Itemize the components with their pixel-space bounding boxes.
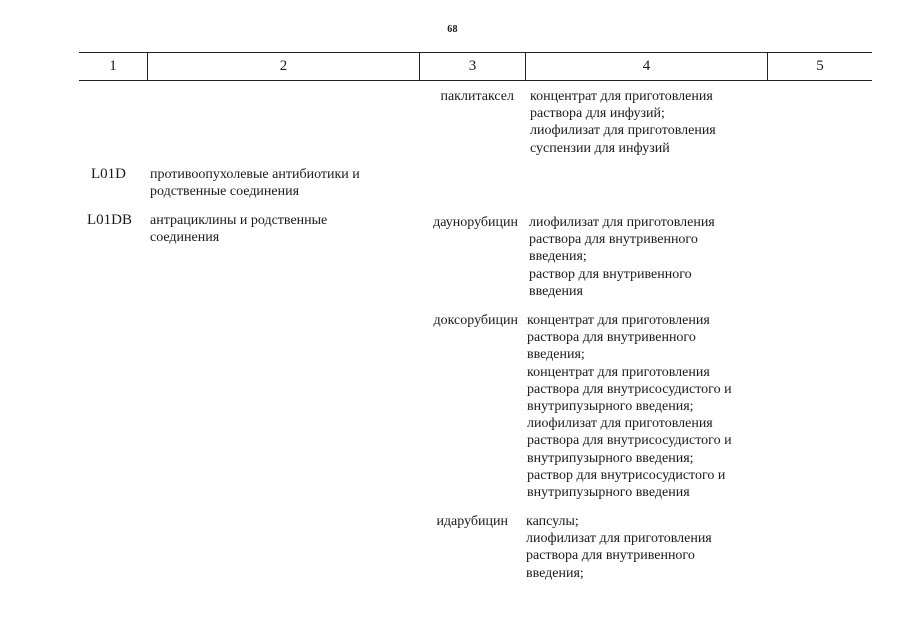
drug-name: доксорубицин <box>433 313 518 328</box>
drug-name: даунорубицин <box>433 215 518 230</box>
dosage-form-line: концентрат для приготовления <box>530 89 713 104</box>
dosage-form-line: внутрипузырного введения; <box>527 399 694 415</box>
atc-code: L01D <box>91 166 126 182</box>
dosage-form-line: раствора для внутривенного <box>526 548 695 564</box>
dosage-form-line: введения; <box>526 565 584 581</box>
dosage-forms <box>527 312 732 501</box>
column-header-2: 2 <box>148 53 420 80</box>
table-header-row <box>79 52 872 81</box>
atc-group-name <box>150 212 327 246</box>
dosage-form-line: введения <box>529 283 583 299</box>
column-header-5: 5 <box>816 58 824 74</box>
dosage-form-line: введения; <box>527 347 585 363</box>
dosage-form-line: лиофилизат для приготовления <box>530 123 716 139</box>
atc-group-line: противоопухолевые антибиотики и <box>150 167 360 182</box>
atc-group-line: антрациклины и родственные <box>150 213 328 228</box>
atc-group-line: соединения <box>150 230 220 246</box>
drug-name: идарубицин <box>436 514 508 529</box>
dosage-form-line: лиофилизат для приготовления <box>527 416 713 432</box>
dosage-form-line: капсулы; <box>526 514 579 529</box>
page-number: 68 <box>447 24 458 35</box>
dosage-form-line: внутрипузырного введения <box>527 485 690 501</box>
dosage-form-line: внутрипузырного введения; <box>527 450 694 466</box>
dosage-form-line: раствора для внутривенного <box>529 232 698 248</box>
dosage-form-line: раствора для инфузий; <box>530 106 665 122</box>
dosage-form-line: раствора для внутрисосудистого и <box>527 381 732 397</box>
dosage-form-line: концентрат для приготовления <box>527 364 710 380</box>
dosage-forms <box>529 214 715 300</box>
atc-group-line: родственные соединения <box>150 184 300 200</box>
dosage-forms <box>526 513 712 582</box>
dosage-form-line: раствор для внутривенного <box>529 266 692 282</box>
dosage-form-line: концентрат для приготовления <box>527 313 710 328</box>
atc-code: L01DB <box>87 212 132 228</box>
column-header-3: 3 <box>420 53 526 80</box>
dosage-form-line: раствора для внутривенного <box>527 330 696 346</box>
dosage-form-line: лиофилизат для приготовления <box>529 215 715 230</box>
dosage-form-line: лиофилизат для приготовления <box>526 531 712 547</box>
dosage-form-line: суспензии для инфузий <box>530 140 670 156</box>
atc-group-name <box>150 166 360 200</box>
dosage-form-line: раствора для внутрисосудистого и <box>527 433 732 449</box>
dosage-form-line: введения; <box>529 249 587 265</box>
drug-name: паклитаксел <box>440 89 514 104</box>
dosage-form-line: раствор для внутрисосудистого и <box>527 467 726 483</box>
column-header-4: 4 <box>526 53 768 80</box>
column-header-1: 1 <box>79 53 148 80</box>
dosage-forms <box>530 88 716 157</box>
